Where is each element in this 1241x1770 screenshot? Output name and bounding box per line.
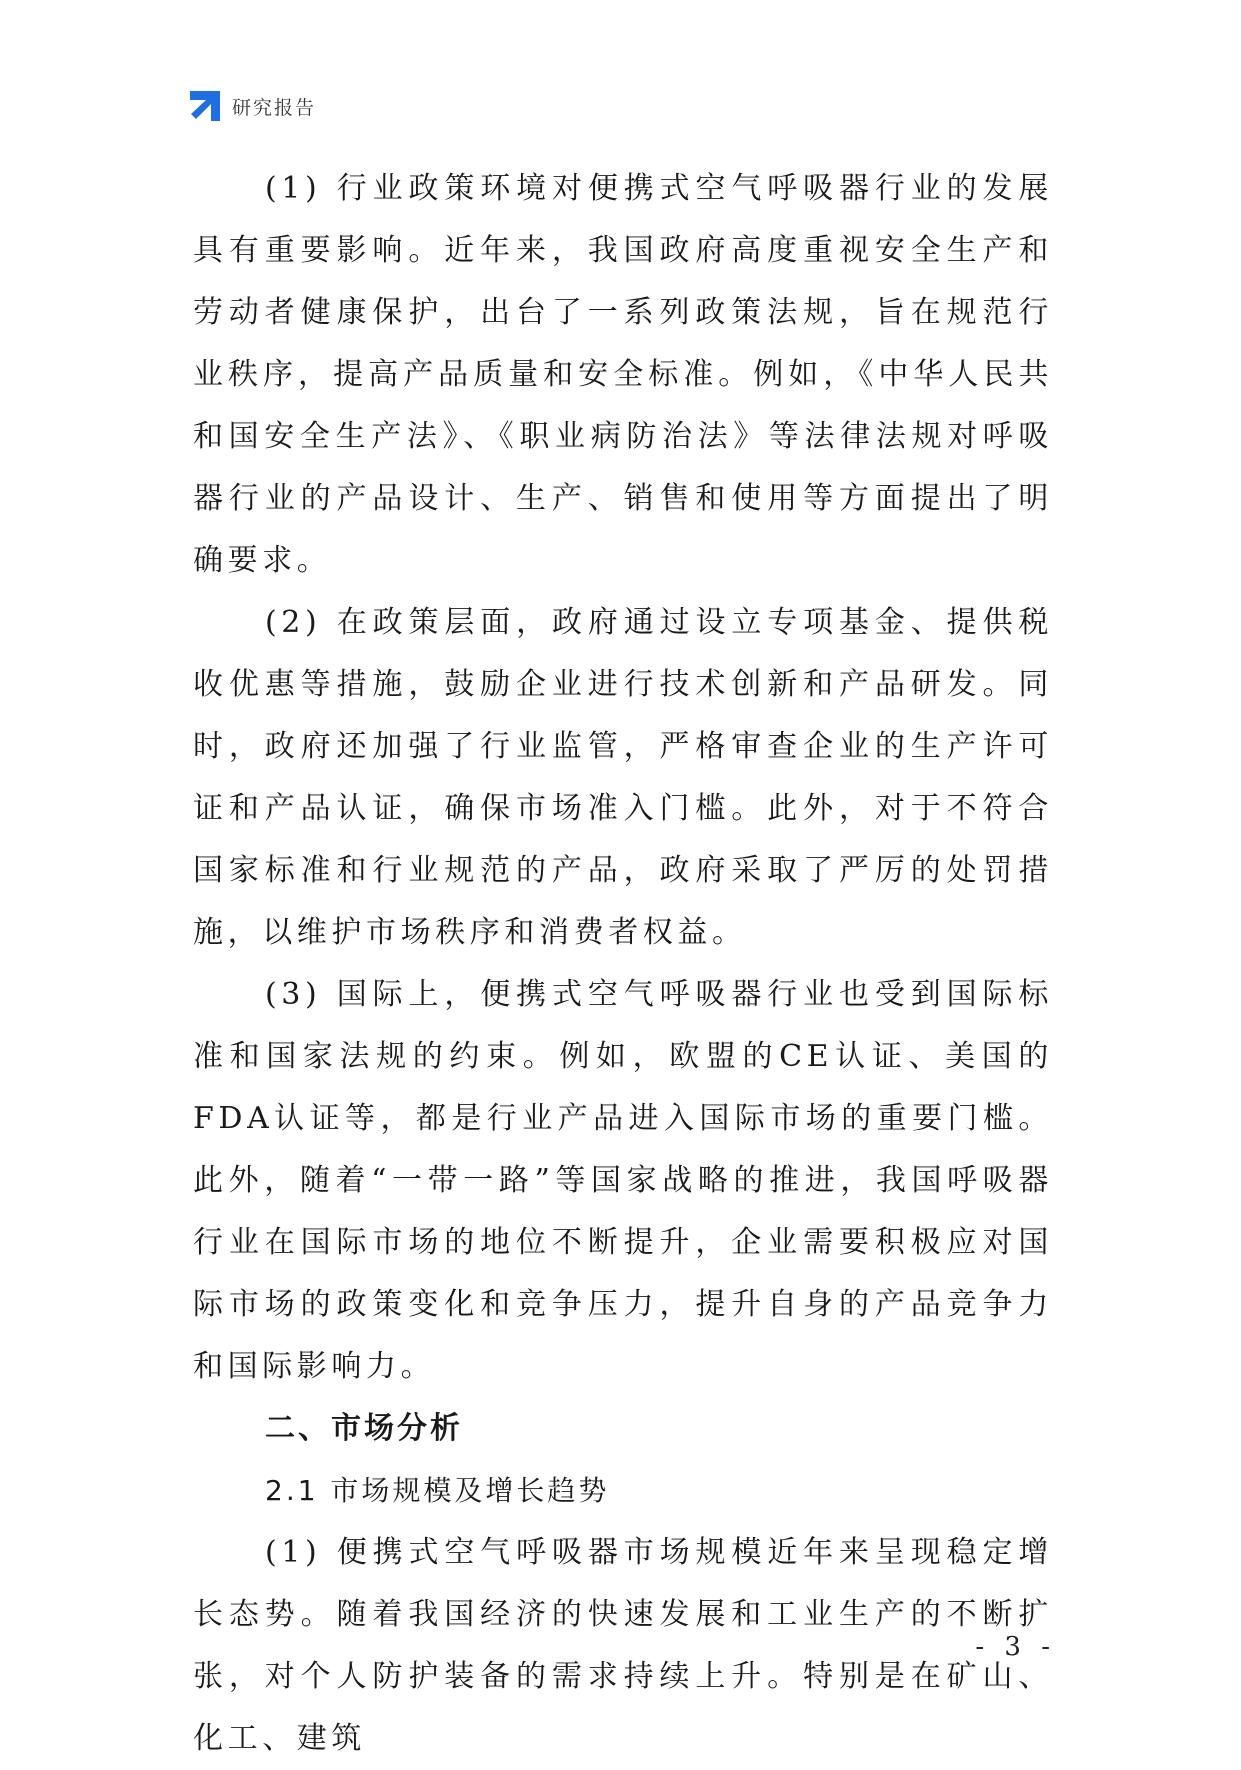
document-body xyxy=(193,158,1053,1770)
paragraph-market-size: (1) 便携式空气呼吸器市场规模近年来呈现稳定增长态势。随着我国经济的快速发展和工业生产的不断扩张，对个人防护装备的需求持续上升。特别是在矿山、化工、建筑 xyxy=(193,1535,1053,1756)
paragraph-policy-support: (2) 在政策层面，政府通过设立专项基金、提供税收优惠等措施，鼓励企业进行技术创新和产品研发。同时，政府还加强了行业监管，严格审查企业的生产许可证和产品认证，确保市场准入门槛。此外，对于不符合国家标准和行业规范的产品，政府采取了严厉的处罚措施，以维护市场秩序和消费者权益。 xyxy=(193,605,1053,950)
section-heading: 二、市场分析 xyxy=(265,1411,463,1446)
report-header xyxy=(190,88,316,124)
paragraph-policy-impact: (1) 行业政策环境对便携式空气呼吸器行业的发展具有重要影响。近年来，我国政府高度重视安全生产和劳动者健康保护，出台了一系列政策法规，旨在规范行业秩序，提高产品质量和安全标准。例如，《中华人民共和国安全生产法》、《职业病防治法》等法律法规对呼吸器行业的产品设计、生产、销售和使用等方面提出了明确要求。 xyxy=(193,171,1053,578)
page-number: - 3 - xyxy=(975,1632,1056,1662)
subsection-heading: 2.1 市场规模及增长趋势 xyxy=(265,1474,610,1507)
header-title: 研究报告 xyxy=(232,96,317,119)
arrow-up-right-logo-icon xyxy=(190,91,220,121)
paragraph-international: (3) 国际上，便携式空气呼吸器行业也受到国际标准和国家法规的约束。例如，欧盟的CE认证、美国的FDA认证等，都是行业产品进入国际市场的重要门槛。此外，随着“一带一路”等国家战略的推进，我国呼吸器行业在国际市场的地位不断提升，企业需要积极应对国际市场的政策变化和竞争压力，提升自身的产品竞争力和国际影响力。 xyxy=(193,977,1053,1384)
